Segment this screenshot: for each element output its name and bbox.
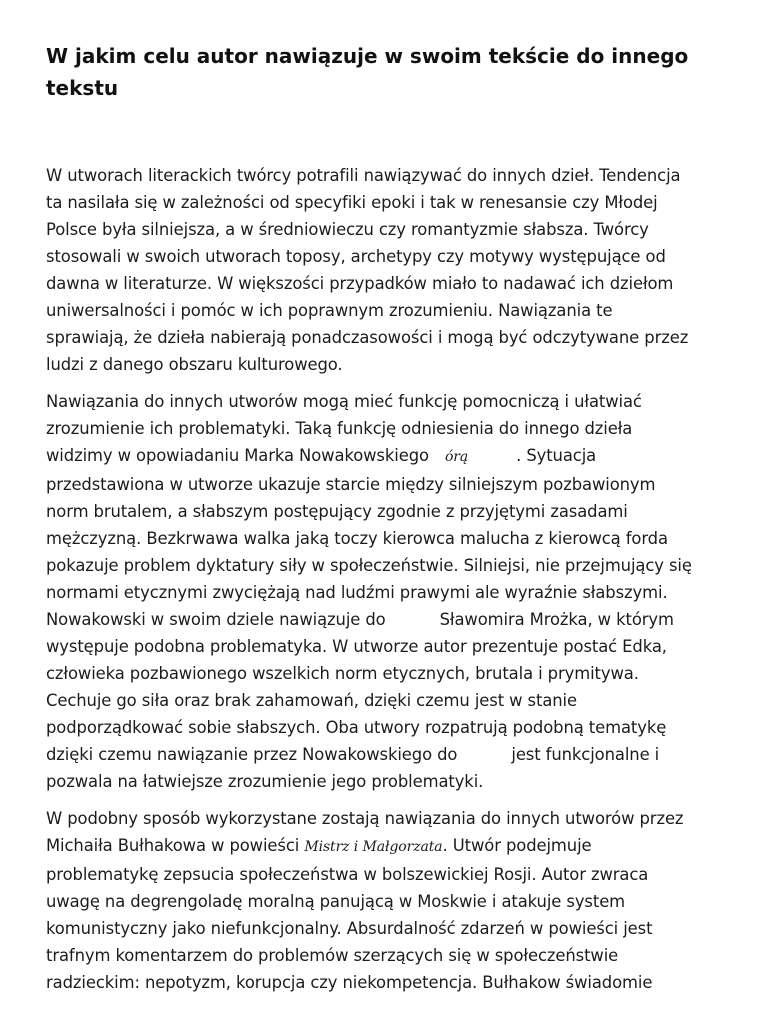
text-line: trafnym komentarzem do problemów szerzących się w społeczeństwie xyxy=(46,946,619,965)
document-page xyxy=(46,40,726,1006)
paragraph-bulhakow xyxy=(46,805,726,996)
text-segment: dzięki czemu nawiązanie przez Nowakowskiego do xyxy=(46,745,458,764)
text-segment: . Utwór podejmuje xyxy=(442,836,592,855)
title-line: W jakim celu autor nawiązuje w swoim tekście do innego xyxy=(46,44,689,68)
text-line: podporządkować sobie słabszych. Oba utwory rozpatrują podobną tematykę xyxy=(46,718,667,737)
text-line: W utworach literackich twórcy potrafili nawiązywać do innych dzieł. Tendencja xyxy=(46,166,681,185)
text-line: W podobny sposób wykorzystane zostają nawiązania do innych utworów przez xyxy=(46,809,684,828)
text-line: stosowali w swoich utworach toposy, archetypy czy motywy występujące od xyxy=(46,247,666,266)
text-line: komunistyczny jako niefunkcjonalny. Absurdalność zdarzeń w powieści jest xyxy=(46,919,653,938)
text-line: dawna w literaturze. W większości przypadków miało to nadawać ich dziełom xyxy=(46,274,674,293)
italic-title-fragment: órą xyxy=(444,449,469,465)
title-line: tekstu xyxy=(46,76,119,100)
text-line: Nawiązania do innych utworów mogą mieć funkcję pomocniczą i ułatwiać xyxy=(46,392,642,411)
text-line: problematykę zepsucia społeczeństwa w bolszewickiej Rosji. Autor zwraca xyxy=(46,865,649,884)
text-line xyxy=(46,442,726,471)
text-line xyxy=(46,741,726,768)
text-line: ludzi z danego obszaru kulturowego. xyxy=(46,355,343,374)
text-segment: Nowakowski w swoim dziele nawiązuje do xyxy=(46,610,386,629)
text-line xyxy=(46,832,726,861)
text-line: człowieka pozbawionego wszelkich norm etycznych, brutala i prymitywa. xyxy=(46,664,639,683)
text-line: ta nasilała się w zależności od specyfiki epoki i tak w renesansie czy Młodej xyxy=(46,193,658,212)
text-segment: . Sytuacja xyxy=(516,446,597,465)
text-line: mężczyzną. Bezkrwawa walka jaką toczy kierowca malucha z kierowcą forda xyxy=(46,529,668,548)
text-line: pokazuje problem dyktatury siły w społeczeństwie. Silniejsi, nie przejmujący się xyxy=(46,556,692,575)
text-line: zrozumienie ich problematyki. Taką funkcję odniesienia do innego dzieła xyxy=(46,419,633,438)
text-line: norm brutalem, a słabszym postępujący zgodnie z przyjętymi zasadami xyxy=(46,502,628,521)
text-line: normami etycznymi zwyciężają nad ludźmi prawymi ale wyraźnie słabszymi. xyxy=(46,583,668,602)
text-line: przedstawiona w utworze ukazuje starcie między silniejszym pozbawionym xyxy=(46,475,656,494)
text-line: Cechuje go siła oraz brak zahamowań, dzięki czemu jest w stanie xyxy=(46,691,577,710)
text-line: Polsce była silniejsza, a w średniowieczu czy romantyzmie słabsza. Twórcy xyxy=(46,220,649,239)
text-line: sprawiają, że dzieła nabierają ponadczasowości i mogą być odczytywane przez xyxy=(46,328,689,347)
text-segment: jest funkcjonalne i xyxy=(511,745,660,764)
paragraph-nowakowski xyxy=(46,388,726,795)
text-segment: widzimy w opowiadaniu Marka Nowakowskiego xyxy=(46,446,429,465)
paragraph-intro xyxy=(46,162,726,378)
text-line: występuje podobna problematyka. W utworze autor prezentuje postać Edka, xyxy=(46,637,667,656)
text-line: uniwersalności i pomóc w ich poprawnym zrozumieniu. Nawiązania te xyxy=(46,301,613,320)
text-line xyxy=(46,606,726,633)
text-segment: Michaiła Bułhakowa w powieści xyxy=(46,836,300,855)
italic-book-title: Mistrz i Małgorzata xyxy=(304,839,443,855)
text-segment: Sławomira Mrożka, w którym xyxy=(439,610,674,629)
text-line: pozwala na łatwiejsze zrozumienie jego problematyki. xyxy=(46,772,484,791)
text-line: radzieckim: nepotyzm, korupcja czy niekompetencja. Bułhakow świadomie xyxy=(46,973,653,992)
text-line: uwagę na degrengoladę moralną panującą w Moskwie i atakuje system xyxy=(46,892,626,911)
page-title xyxy=(46,40,726,104)
